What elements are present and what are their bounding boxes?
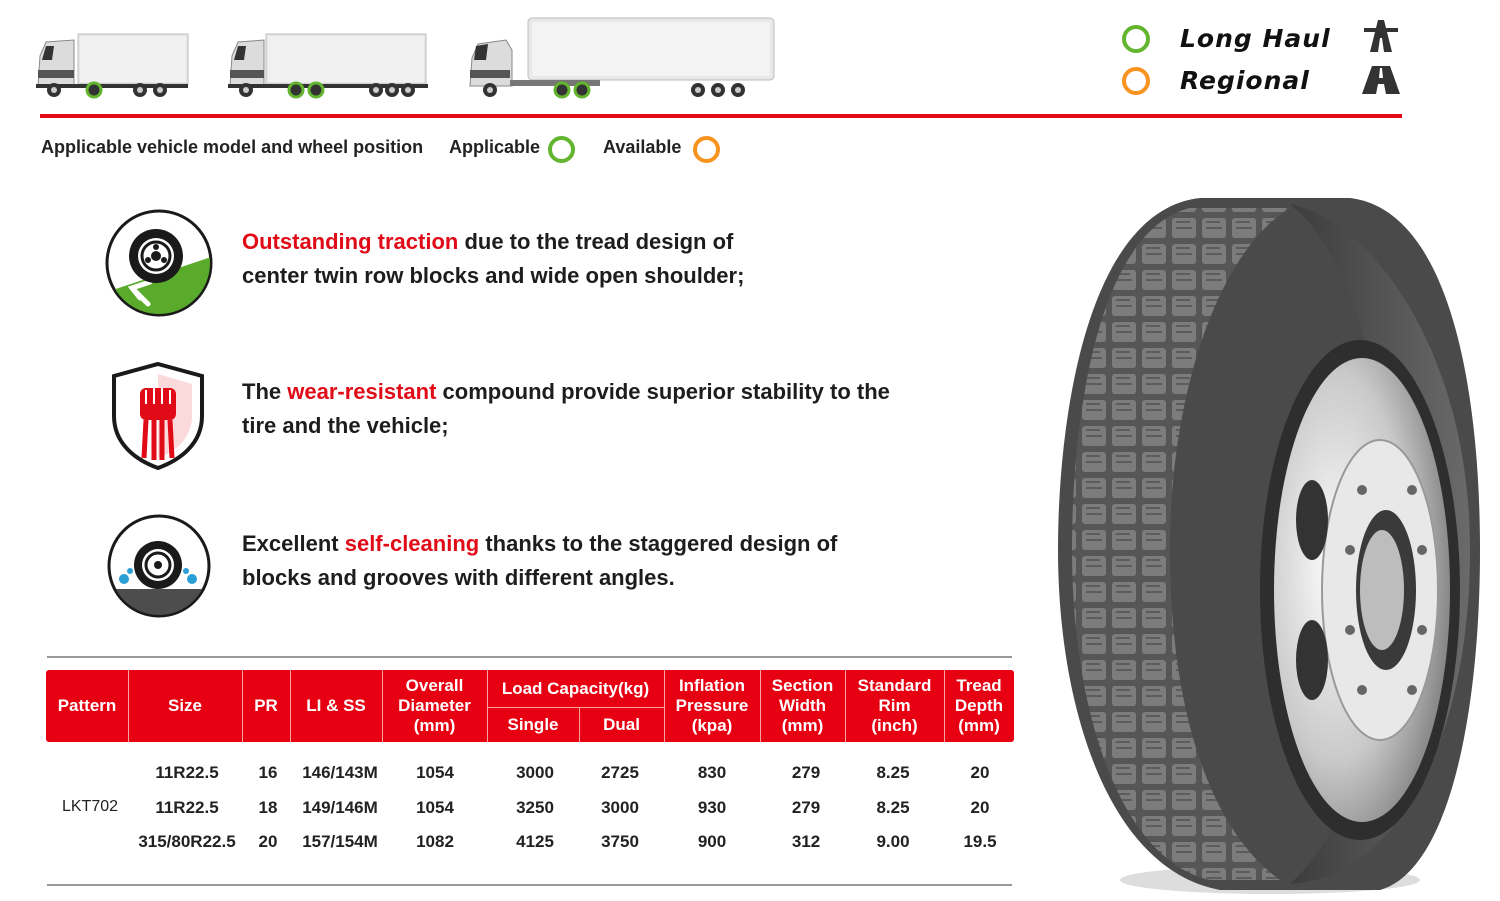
th-size: Size	[167, 696, 203, 715]
vehicle-caption: Applicable vehicle model and wheel position	[41, 137, 424, 157]
road-icon	[1362, 64, 1400, 96]
cell-diameter: 1082	[416, 832, 454, 851]
applicable-ring-icon	[548, 136, 575, 163]
available-ring-icon	[693, 136, 720, 163]
th-pr: PR	[254, 696, 278, 715]
feature-traction: Outstanding traction due to the tread design of center twin row blocks and wide open shoulder;	[242, 229, 745, 288]
th-width: Section Width (mm)	[771, 676, 834, 735]
table-top-rule	[47, 656, 1012, 658]
truck-icon	[226, 30, 431, 100]
tire-image	[1050, 190, 1490, 901]
th-rim: Standard Rim (inch)	[857, 676, 932, 735]
th-inflation: Inflation Pressure (kpa)	[675, 676, 749, 735]
th-dual: Dual	[603, 715, 640, 734]
cell-load-single: 3000	[516, 763, 554, 782]
cell-load-dual: 2725	[601, 763, 639, 782]
cell-width: 279	[791, 763, 821, 782]
cell-size: 315/80R22.5	[138, 832, 236, 851]
cell-inflation: 930	[697, 798, 727, 817]
fist-shield-icon	[108, 360, 208, 470]
cell-rim: 8.25	[876, 798, 910, 817]
feature-self-cleaning: Excellent self-cleaning thanks to the staggered design of blocks and grooves with different angles.	[242, 531, 838, 590]
table-bottom-rule	[47, 884, 1012, 886]
cell-load-single: 4125	[516, 832, 554, 851]
cell-li-ss: 157/154M	[302, 832, 378, 851]
cell-pr: 18	[258, 798, 278, 817]
highway-icon	[1362, 18, 1400, 52]
cell-depth: 20	[970, 798, 990, 817]
feature-wear-resistant: The wear-resistant compound provide superior stability to the tire and the vehicle;	[242, 379, 890, 438]
green-ring-icon	[1122, 25, 1150, 53]
th-depth: Tread Depth (mm)	[954, 676, 1004, 735]
th-diameter: Overall Diameter (mm)	[398, 676, 471, 735]
cell-pr: 20	[258, 832, 278, 851]
cell-width: 312	[791, 832, 821, 851]
cell-depth: 20	[970, 763, 990, 782]
cell-inflation: 900	[697, 832, 727, 851]
cell-li-ss: 146/143M	[302, 763, 378, 782]
cell-size: 11R22.5	[155, 798, 219, 817]
truck-icon	[32, 30, 192, 100]
cell-li-ss: 149/146M	[302, 798, 378, 817]
regional-label: Regional	[1180, 66, 1310, 95]
spec-table-header	[46, 670, 1014, 742]
cell-pr: 16	[258, 763, 278, 782]
applicable-label: Applicable	[449, 137, 541, 157]
cell-rim: 8.25	[876, 763, 910, 782]
header-divider	[40, 114, 1402, 118]
legend-long-haul	[1122, 24, 1331, 53]
cell-load-single: 3250	[516, 798, 554, 817]
th-pattern: Pattern	[57, 696, 117, 715]
cell-diameter: 1054	[416, 763, 454, 782]
legend-regional	[1122, 66, 1310, 95]
cell-load-dual: 3750	[601, 832, 639, 851]
long-haul-label: Long Haul	[1180, 24, 1331, 53]
available-label: Available	[603, 137, 682, 157]
cell-load-dual: 3000	[601, 798, 639, 817]
cell-width: 279	[791, 798, 821, 817]
traction-tire-icon	[104, 208, 214, 318]
orange-ring-icon	[1122, 67, 1150, 95]
th-load: Load Capacity(kg)	[501, 678, 650, 698]
cell-size: 11R22.5	[155, 763, 219, 782]
cell-depth: 19.5	[963, 832, 997, 851]
cell-diameter: 1054	[416, 798, 454, 817]
cell-inflation: 830	[697, 763, 727, 782]
th-single: Single	[507, 715, 559, 734]
pattern-cell: LKT702	[61, 798, 119, 815]
self-cleaning-tire-icon	[106, 513, 212, 619]
th-liss: LI & SS	[306, 696, 366, 715]
semi-truck-icon	[466, 14, 778, 100]
cell-rim: 9.00	[876, 832, 910, 851]
